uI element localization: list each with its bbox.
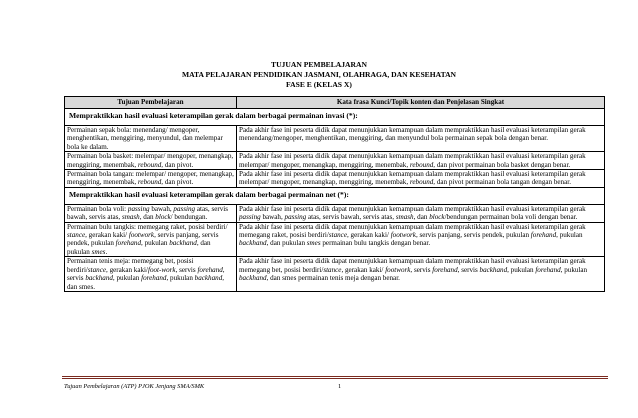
text-run: , gerakan kaki/ [346,231,391,240]
italic-term: backhand [169,239,197,248]
italic-term: forehand [197,265,223,274]
description-cell [237,126,605,152]
objective-cell [65,257,237,292]
text-run: bawah, [149,204,174,213]
italic-term: passing [127,204,150,213]
text-run: , pukulan [141,239,170,248]
italic-term: smash [121,213,140,222]
text-run: dan smes permainan tenis meja dengan benar. [268,274,400,283]
text-run: Permainan bola voli: [67,204,128,213]
objective-cell [65,152,237,170]
italic-term: forehand [535,265,561,274]
italic-term: passing [173,204,196,213]
text-run: dan pivot. [163,160,194,169]
text-run: Permainan bola basket: melempar/ mengoper, menangkap, menggiring, menembak, [67,152,234,169]
text-run: , gerakan kaki/ [85,231,129,240]
table-row [65,257,605,292]
text-run: Pada akhir fase ini peserta didik dapat menunjukkan kemampuan dalam mempraktikkan hasil evaluasi keterampilan gerak [239,204,586,213]
objective-cell [65,222,237,257]
text-run: Permainan tenis meja: memegang bet, posisi berdiri/ [67,257,194,274]
italic-term: forehand [530,231,557,240]
text-run: permainan bulu tangkis dengan benar. [320,239,431,248]
section-row [65,109,605,126]
italic-term: backhand, [239,274,269,283]
objective-cell [65,204,237,222]
text-run: atas, servis bawah, servis atas, [306,213,396,222]
doc-subject: MATA PELAJARAN PENDIDIKAN JASMANI, OLAHRAGA, DAN KESEHATAN [181,70,457,79]
italic-term: block [155,213,171,222]
text-run: , servis [67,265,225,283]
text-run: , pukulan [556,231,583,240]
text-run: Permainan sepak bola: menendang/ mengoper, menghentikan, menggiring, menyundul, dan melempar bola ke dalam. [67,126,223,151]
table-header-row [65,97,605,109]
italic-term: forehand [432,265,458,274]
italic-term: passing [284,213,307,222]
italic-term: rebound, [137,160,164,169]
doc-phase: FASE E (KELAS X) [286,80,352,89]
doc-title: TUJUAN PEMBELAJARAN [271,60,367,69]
italic-term: forehand [115,239,142,248]
text-run: Pada akhir fase ini peserta didik dapat menunjukkan kemampuan dalam mempraktikkan hasil evaluasi keterampilan gerak memegang bet, posisi berdiri/ [239,257,586,274]
text-run: bawah, [260,213,285,222]
footer-rule [62,376,608,377]
text-run: dan pivot. [163,178,194,187]
learning-objectives-table [64,96,605,292]
page-number: 1 [338,383,342,390]
text-run: , servis [457,265,480,274]
table-row [65,152,605,170]
text-run: , servis panjang, servis pendek, pukulan [67,231,219,248]
description-cell [237,170,605,188]
text-run: dan pivot permainan bola tangan dengan benar. [435,178,571,187]
table-row [65,204,605,222]
text-run: , dan pukulan [67,239,211,256]
italic-term: backhand [239,239,267,248]
text-run: / bendungan. [170,213,208,222]
text-run: , pukulan [112,274,142,283]
description-cell [237,257,605,292]
italic-term: rebound, [409,178,436,187]
footer-rule-thin [62,378,608,379]
table-row [65,170,605,188]
italic-term: backhand [85,274,113,283]
section-row [65,187,605,204]
italic-term: passing [239,213,261,222]
text-run: , servis [410,265,433,274]
text-run: , pukulan [560,265,588,274]
text-run: , dan [413,213,430,222]
objective-cell [65,170,237,188]
text-run: , dan pukulan [266,239,307,248]
italic-term: rebound, [137,178,164,187]
text-run: atas, servis bawah, servis atas, [67,204,229,222]
description-cell [237,152,605,170]
text-run: , gerakan kaki/ [106,265,148,274]
objective-cell [65,126,237,152]
text-run: Pada akhir fase ini peserta didik dapat menunjukkan kemampuan dalam mempraktikkan hasil evaluasi keterampilan gerak melempar/ mengoper, menangkap, menggiring, menembak, [239,152,586,169]
italic-term: smash [395,213,414,222]
italic-term: stance [323,265,342,274]
col-header-objective: Tujuan Pembelajaran [65,97,237,109]
description-cell [237,204,605,222]
text-run: dan pivot permainan bola basket dengan benar. [435,160,571,169]
italic-term: stance [67,231,86,240]
section-title: Mempraktikkan hasil evaluasi keterampilan gerak dalam berbagai permainan invasi (*): [65,109,605,126]
text-run: , servis panjang, servis pendek, pukulan [415,231,531,240]
description-cell [237,222,605,257]
table-row [65,222,605,257]
col-header-keywords: Kata frasa Kunci/Topik konten dan Penjelasan Singkat [237,97,605,109]
text-run: Pada akhir fase ini peserta didik dapat menunjukkan kemampuan dalam mempraktikkan hasil evaluasi keterampilan gerak melempar/ mengoper, menangkap, menggiring, menembak, [239,170,586,187]
section-title: Mempraktikkan hasil evaluasi keterampilan gerak dalam berbagai permainan net (*): [65,187,605,204]
text-run: , gerakan kaki/ [341,265,386,274]
text-run: Permainan bulu tangkis: memegang raket, posisi berdiri/ [67,222,228,231]
italic-term: smes [306,239,321,248]
text-run: , pukulan [166,274,195,283]
table-row [65,126,605,152]
italic-term: backhand [479,265,508,274]
text-run: /bendungan permainan bola voli dengan benar. [444,213,578,222]
italic-term: block [429,213,445,222]
text-run: Permainan bola tangan: melempar/ mengoper, menangkap, menggiring, menembak, [67,170,234,187]
text-run: Pada akhir fase ini peserta didik dapat menunjukkan kemampuan dalam mempraktikkan hasil evaluasi keterampilan gerak menendang/mengoper, menghentikan, menggiring, dan menyundul bola permainan sepak bola dengan benar. [239,126,586,143]
text-run: , pukulan [507,265,536,274]
italic-term: forehand [141,274,167,283]
italic-term: footwork [385,265,411,274]
italic-term: footwork [128,231,155,240]
italic-term: stance [328,231,347,240]
footer-text: Tujuan Pembelajaran (ATP) PJOK Jenjang SMA/SMK [64,383,205,390]
italic-term: stance [87,265,107,274]
text-run: . [105,247,108,256]
italic-term: rebound, [409,160,436,169]
text-run: , servis [175,265,198,274]
italic-term: backhand, [194,274,225,283]
italic-term: footwork [390,231,416,240]
italic-term: foot-work [147,265,176,274]
text-run: dan smes. [67,282,95,291]
text-run: , dan [139,213,156,222]
text-run: Pada akhir fase ini peserta didik dapat menunjukkan kemampuan dalam mempraktikkan hasil evaluasi keterampilan gerak memegang raket, posisi berdiri/ [239,222,586,240]
italic-term: smes [91,247,106,256]
